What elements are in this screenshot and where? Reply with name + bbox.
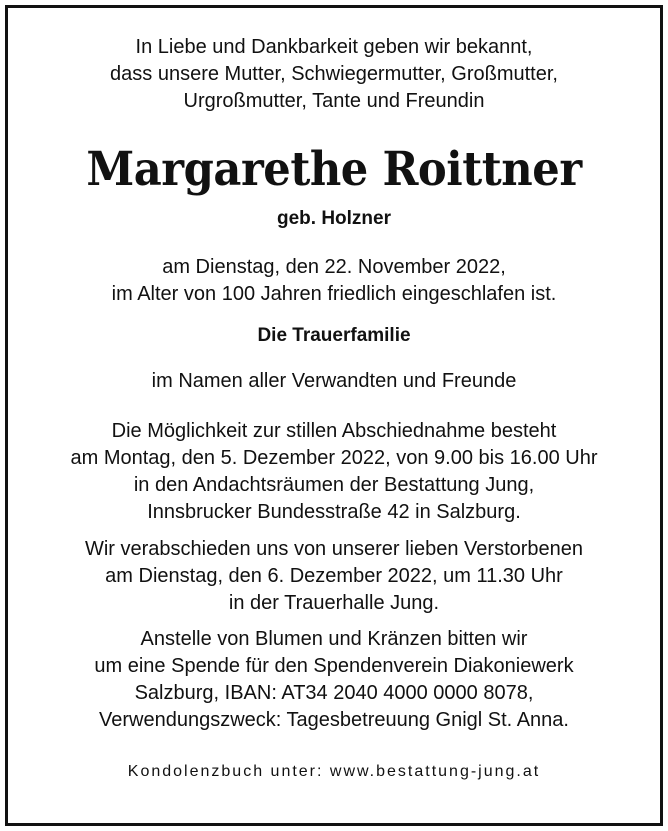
donation-line: Verwendungszweck: Tagesbetreuung Gnigl St. Anna. (99, 709, 569, 731)
intro-line: dass unsere Mutter, Schwiegermutter, Großmutter, (110, 63, 558, 85)
farewell-line: in der Trauerhalle Jung. (228, 592, 440, 614)
viewing-info (0, 418, 668, 526)
donation-info (0, 626, 668, 734)
death-date (0, 254, 668, 308)
viewing-line: Innsbrucker Bundesstraße 42 in Salzburg. (147, 501, 521, 523)
on-behalf-line: im Namen aller Verwandten und Freunde (151, 370, 517, 392)
donation-line: um eine Spende für den Spendenverein Diakoniewerk (94, 655, 574, 677)
condolence-book-link[interactable]: Kondolenzbuch unter: www.bestattung-jung.at (127, 763, 541, 780)
family-signature: Die Trauerfamilie (257, 325, 411, 346)
date-line: am Dienstag, den 22. November 2022, (162, 256, 506, 278)
maiden-name: geb. Holzner (276, 208, 391, 229)
intro-line: Urgroßmutter, Tante und Freundin (183, 90, 485, 112)
date-line: im Alter von 100 Jahren friedlich eingeschlafen ist. (111, 283, 557, 305)
viewing-line: Die Möglichkeit zur stillen Abschiednahme besteht (111, 420, 557, 442)
donation-line: Anstelle von Blumen und Kränzen bitten wir (140, 628, 528, 650)
farewell-line: am Dienstag, den 6. Dezember 2022, um 11.30 Uhr (105, 565, 563, 587)
farewell-line: Wir verabschieden uns von unserer lieben Verstorbenen (84, 538, 584, 560)
intro-text (0, 34, 668, 115)
intro-line: In Liebe und Dankbarkeit geben wir bekannt, (135, 36, 533, 58)
viewing-line: am Montag, den 5. Dezember 2022, von 9.00 bis 16.00 Uhr (70, 447, 598, 469)
donation-line: Salzburg, IBAN: AT34 2040 4000 0000 8078, (134, 682, 534, 704)
viewing-line: in den Andachtsräumen der Bestattung Jung, (133, 474, 535, 496)
deceased-name: Margarethe Roittner (86, 142, 582, 197)
farewell-info (0, 536, 668, 617)
